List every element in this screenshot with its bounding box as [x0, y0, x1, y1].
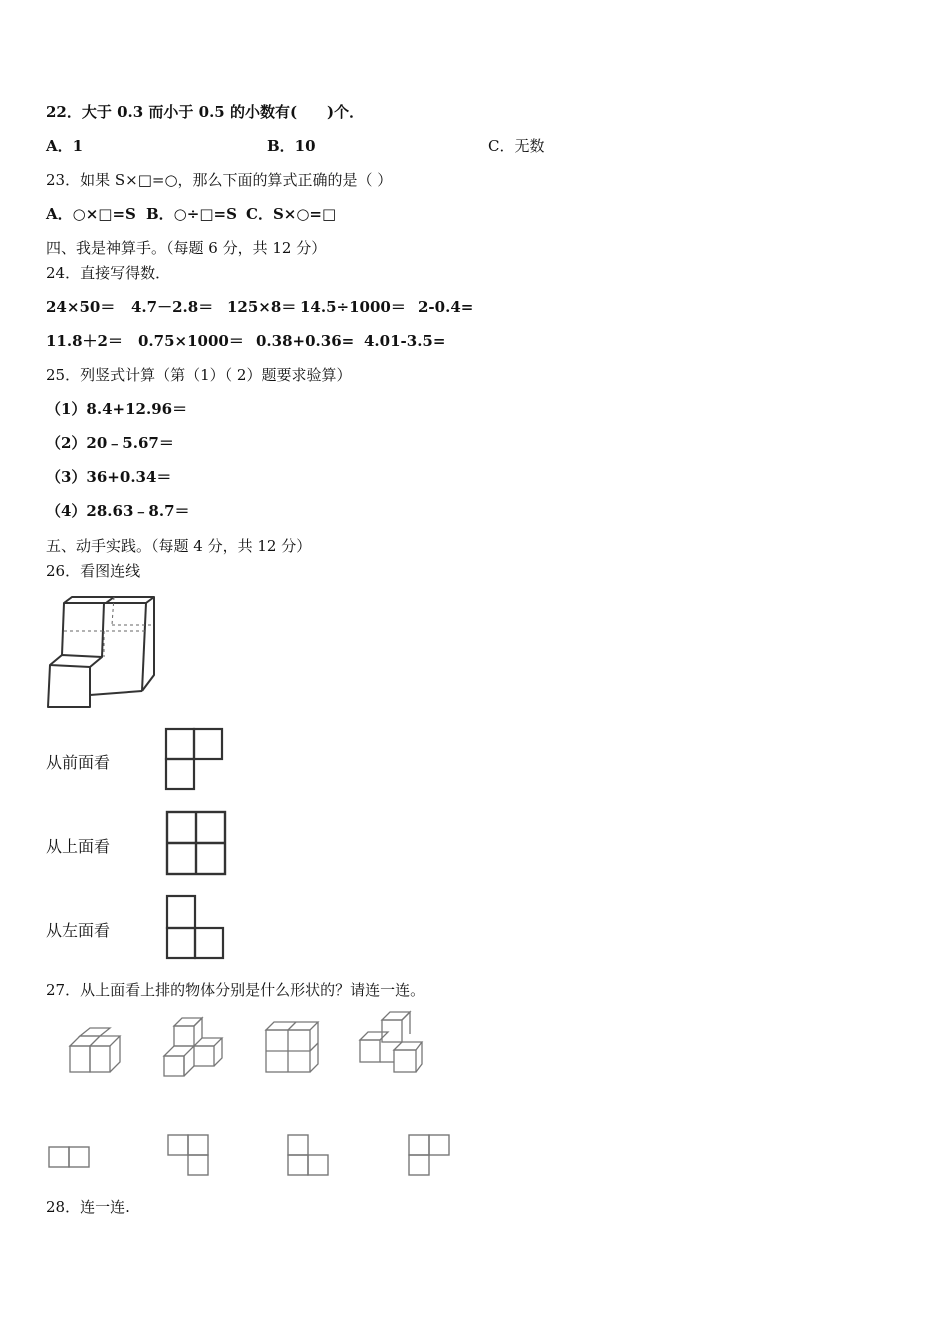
q24-item: 4.01-3.5= — [364, 332, 446, 350]
q24-item: 125×8＝ — [227, 298, 297, 316]
q22-option-a: A．1 — [46, 137, 84, 155]
q27-view-4[interactable] — [408, 1134, 452, 1178]
q24-stem: 24．直接写得数． — [46, 264, 171, 282]
q24-item: 24×50＝ — [46, 298, 116, 316]
q23-option-c: C．S×○=□ — [246, 205, 337, 223]
q25-item: （1）8.4+12.96＝ — [46, 400, 188, 418]
section4-title: 四、我是神算手。（每题 6 分，共 12 分） — [46, 239, 327, 257]
q27-view-3[interactable] — [287, 1134, 331, 1178]
q23-option-b: B．○÷□=S — [146, 205, 237, 223]
q27-solid-2[interactable] — [162, 1016, 226, 1080]
q24-item: 0.75×1000＝ — [138, 332, 244, 350]
q26-cube-solid-figure — [46, 595, 158, 710]
q26-front-view-diagram[interactable] — [164, 727, 224, 791]
q28-stem: 28．连一连. — [46, 1198, 130, 1216]
q22-option-b: B．10 — [267, 137, 316, 155]
section5-title: 五、动手实践。（每题 4 分，共 12 分） — [46, 537, 312, 555]
q27-solid-3[interactable] — [264, 1020, 322, 1076]
q27-view-1[interactable] — [48, 1146, 92, 1170]
q25-item: （4）28.63﹣8.7＝ — [46, 502, 190, 520]
q25-stem: 25．列竖式计算（第（1）（ 2）题要求验算） — [46, 366, 352, 384]
q22-stem: 22．大于 0.3 而小于 0.5 的小数有( )个． — [46, 103, 365, 121]
q24-item: 14.5÷1000＝ — [300, 298, 406, 316]
q24-item: 11.8＋2＝ — [46, 332, 123, 350]
q27-solid-4[interactable] — [358, 1010, 424, 1076]
q24-item: 2-0.4= — [418, 298, 474, 316]
q25-item: （2）20﹣5.67＝ — [46, 434, 174, 452]
q25-item: （3）36+0.34＝ — [46, 468, 172, 486]
q27-view-2[interactable] — [167, 1134, 211, 1178]
q22-option-c: C．无数 — [488, 137, 545, 155]
q27-stem: 27．从上面看上排的物体分别是什么形状的？请连一连。 — [46, 981, 426, 999]
q26-view-top-label: 从上面看 — [46, 837, 111, 856]
q24-item: 0.38+0.36= — [256, 332, 355, 350]
q26-left-view-diagram[interactable] — [165, 894, 225, 960]
q27-solid-1[interactable] — [68, 1028, 124, 1076]
q26-view-left-label: 从左面看 — [46, 921, 111, 940]
q26-top-view-diagram[interactable] — [165, 810, 227, 876]
q23-stem: 23．如果 S×□=○，那么下面的算式正确的是（ ） — [46, 171, 393, 189]
q26-view-front-label: 从前面看 — [46, 753, 111, 772]
q26-stem: 26．看图连线 — [46, 562, 141, 580]
q24-item: 4.7－2.8＝ — [131, 298, 214, 316]
q23-option-a: A．○×□=S — [46, 205, 136, 223]
